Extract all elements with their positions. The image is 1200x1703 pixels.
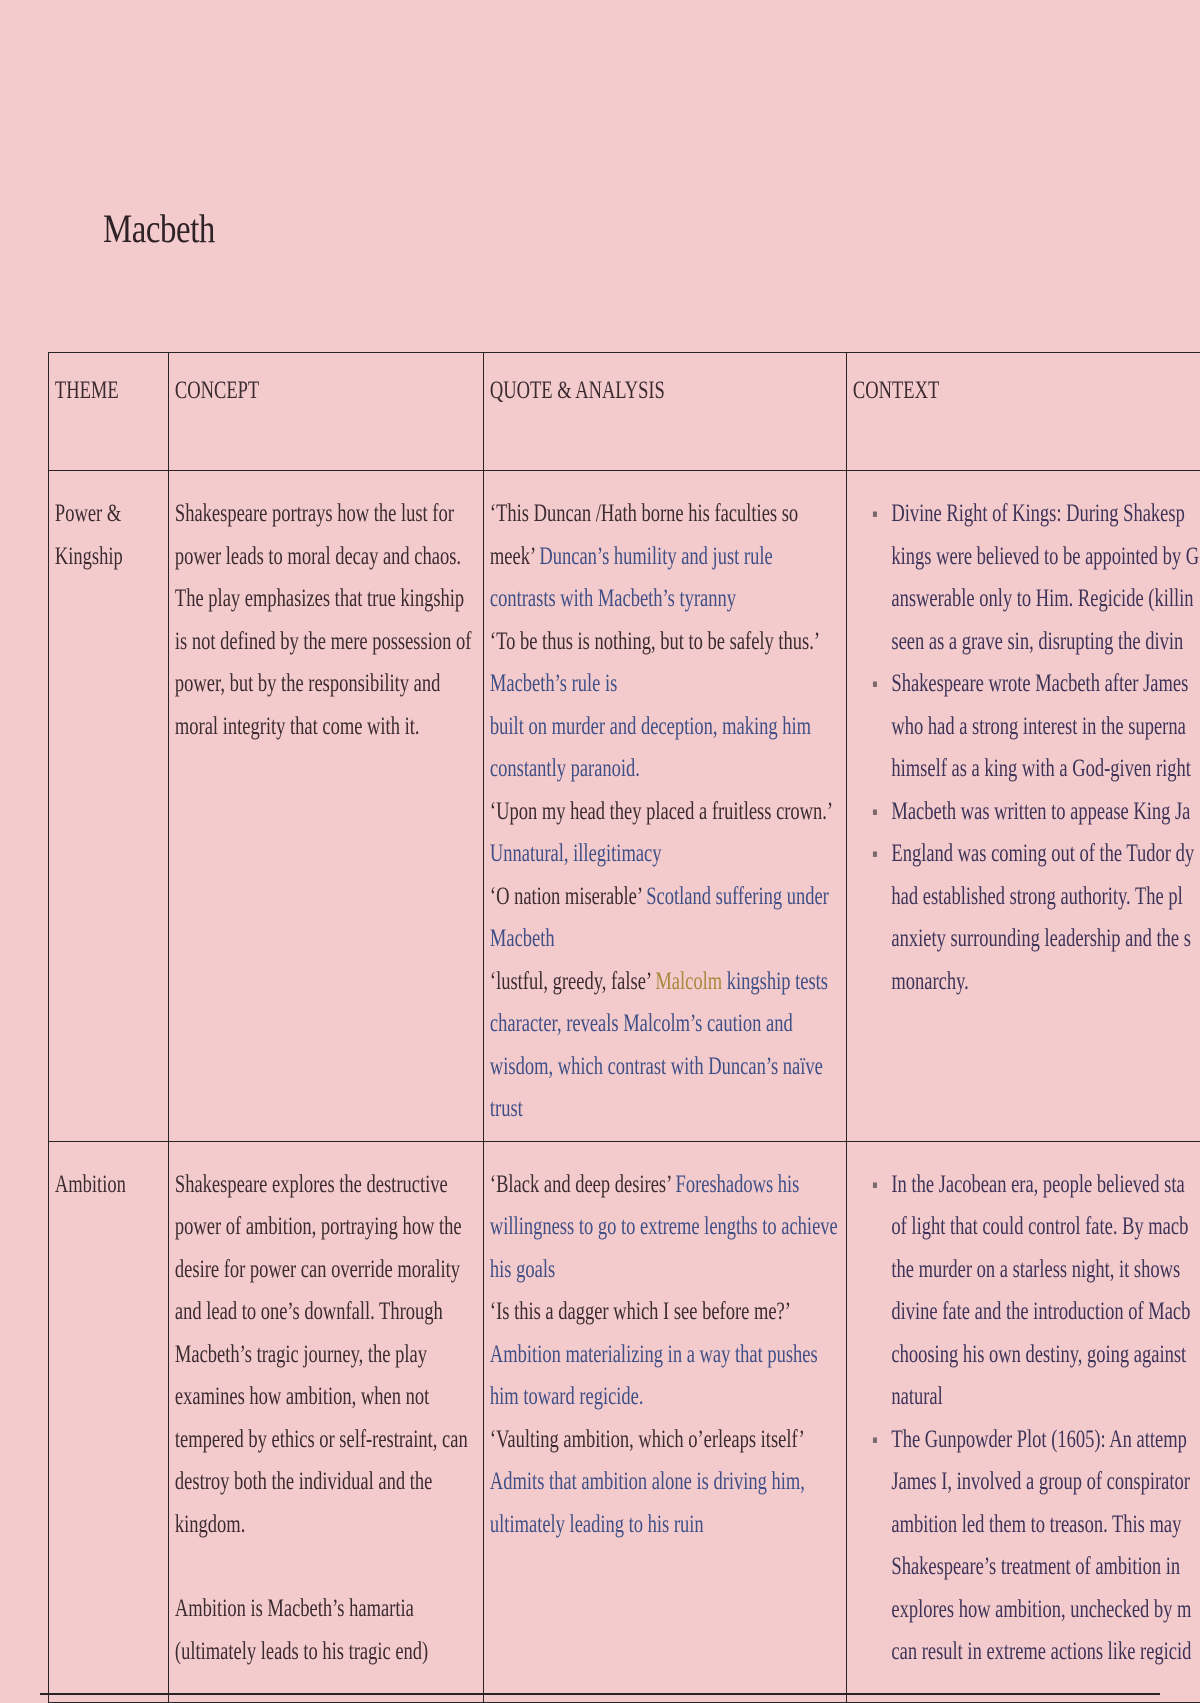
- quote-text: ‘This Duncan /Hath borne his faculties so: [490, 500, 798, 527]
- quote-text: ‘Vaulting ambition, which o’erleaps itself’: [490, 1426, 805, 1453]
- quote-line: [490, 1376, 852, 1419]
- context-line: anxiety surrounding leadership and the s: [891, 918, 1200, 961]
- context-cell: [847, 1141, 1200, 1702]
- context-line: answerable only to Him. Regicide (killin: [891, 578, 1200, 621]
- quote-line: [490, 1461, 852, 1504]
- context-line: explores how ambition, unchecked by m: [891, 1589, 1200, 1632]
- context-line: kings were believed to be appointed by G: [891, 536, 1200, 579]
- quote-cell: [484, 471, 847, 1142]
- context-line: Macbeth was written to appease King Ja: [891, 791, 1200, 834]
- theme-cell: [49, 471, 169, 1142]
- context-line: ambition led them to treason. This may: [891, 1504, 1200, 1547]
- context-line: had established strong authority. The pl: [891, 876, 1200, 919]
- text-line: moral integrity that come with it.: [175, 706, 489, 749]
- analysis-text: Macbeth: [490, 925, 555, 952]
- quote-line: [490, 663, 852, 706]
- analysis-text: constantly paranoid.: [490, 755, 640, 782]
- text-line: examines how ambition, when not: [175, 1376, 489, 1419]
- context-line: In the Jacobean era, people believed sta: [891, 1164, 1200, 1207]
- header-theme: THEME: [49, 353, 169, 471]
- quote-text: ‘Is this a dagger which I see before me?’: [490, 1298, 791, 1325]
- context-bullet-item: [853, 1164, 1200, 1419]
- quote-line: [490, 1046, 852, 1089]
- concept-cell: [169, 471, 484, 1142]
- quote-text: meek’: [490, 543, 535, 570]
- text-line: (ultimately leads to his tragic end): [175, 1631, 489, 1674]
- quote-line: [490, 791, 852, 834]
- theme-cell: [49, 1141, 169, 1702]
- context-line: Shakespeare’s treatment of ambition in: [891, 1546, 1200, 1589]
- bottom-rule: [40, 1693, 1160, 1695]
- analysis-text: Foreshadows his: [671, 1171, 799, 1198]
- analysis-text: trust: [490, 1095, 523, 1122]
- context-line: who had a strong interest in the superna: [891, 706, 1200, 749]
- analysis-text: Admits that ambition alone is driving him,: [490, 1468, 805, 1495]
- header-context: CONTEXT: [847, 353, 1200, 471]
- text-line: Ambition is Macbeth’s hamartia: [175, 1588, 489, 1631]
- quote-line: [490, 1249, 852, 1292]
- analysis-text: kingship tests: [722, 968, 828, 995]
- text-line: kingdom.: [175, 1504, 489, 1547]
- analysis-text: his goals: [490, 1256, 555, 1283]
- quote-line: [490, 621, 852, 664]
- text-line: power, but by the responsibility and: [175, 663, 489, 706]
- quote-line: [490, 1419, 852, 1462]
- quote-line: [490, 1504, 852, 1547]
- context-line: can result in extreme actions like regicid: [891, 1631, 1200, 1674]
- bullet-icon: ▪: [872, 1164, 878, 1207]
- bullet-icon: ▪: [872, 663, 878, 706]
- quote-line: [490, 918, 852, 961]
- table-header-row: [49, 353, 1200, 471]
- context-bullet-item: [853, 493, 1200, 663]
- analysis-text: wisdom, which contrast with Duncan’s naïve: [490, 1053, 823, 1080]
- page-title: Macbeth: [103, 205, 215, 252]
- text-line: and lead to one’s downfall. Through: [175, 1291, 489, 1334]
- quote-line: [490, 1291, 852, 1334]
- analysis-text: ultimately leading to his ruin: [490, 1511, 704, 1538]
- quote-text: ‘Black and deep desires’: [490, 1171, 671, 1198]
- analysis-text: Duncan’s humility and just rule: [535, 543, 773, 570]
- text-line: The play emphasizes that true kingship: [175, 578, 489, 621]
- quote-line: [490, 961, 852, 1004]
- analysis-text: contrasts with Macbeth’s tyranny: [490, 585, 736, 612]
- concept-cell: [169, 1141, 484, 1702]
- text-line: Ambition: [55, 1164, 174, 1207]
- quote-text: ‘To be thus is nothing, but to be safely thus.’: [490, 628, 820, 655]
- quote-line: [490, 1206, 852, 1249]
- quote-text: ‘Upon my head they placed a fruitless crown.’: [490, 798, 833, 825]
- context-line: natural: [891, 1376, 1200, 1419]
- context-bullet-item: [853, 663, 1200, 791]
- quote-line: [490, 706, 852, 749]
- text-line: Shakespeare portrays how the lust for: [175, 493, 489, 536]
- text-line: Shakespeare explores the destructive: [175, 1164, 489, 1207]
- analysis-text: willingness to go to extreme lengths to achieve: [490, 1213, 838, 1240]
- context-line: monarchy.: [891, 961, 1200, 1004]
- context-line: James I, involved a group of conspirator: [891, 1461, 1200, 1504]
- context-line: the murder on a starless night, it shows: [891, 1249, 1200, 1292]
- header-quote: QUOTE & ANALYSIS: [484, 353, 847, 471]
- quote-line: [490, 493, 852, 536]
- bullet-icon: ▪: [872, 791, 878, 834]
- context-line: England was coming out of the Tudor dy: [891, 833, 1200, 876]
- context-line: of light that could control fate. By macb: [891, 1206, 1200, 1249]
- quote-line: [490, 748, 852, 791]
- context-bullet-item: [853, 1419, 1200, 1674]
- context-line: seen as a grave sin, disrupting the divin: [891, 621, 1200, 664]
- context-line: Shakespeare wrote Macbeth after James: [891, 663, 1200, 706]
- bullet-icon: ▪: [872, 833, 878, 876]
- context-line: The Gunpowder Plot (1605): An attemp: [891, 1419, 1200, 1462]
- context-line: choosing his own destiny, going against: [891, 1334, 1200, 1377]
- context-line: Divine Right of Kings: During Shakesp: [891, 493, 1200, 536]
- table-row: [49, 1141, 1200, 1702]
- context-bullet-item: [853, 791, 1200, 834]
- quote-text: ‘O nation miserable’: [490, 883, 642, 910]
- analysis-text: him toward regicide.: [490, 1383, 644, 1410]
- analysis-text: Macbeth’s rule is: [490, 670, 617, 697]
- quote-line: [490, 1088, 852, 1131]
- text-line: power of ambition, portraying how the: [175, 1206, 489, 1249]
- quote-line: [490, 833, 852, 876]
- text-line: power leads to moral decay and chaos.: [175, 536, 489, 579]
- quote-text: ‘lustful, greedy, false’: [490, 968, 651, 995]
- bullet-icon: ▪: [872, 1419, 878, 1462]
- quote-line: [490, 1164, 852, 1207]
- analysis-text: Ambition materializing in a way that pushes: [490, 1341, 818, 1368]
- context-line: divine fate and the introduction of Macb: [891, 1291, 1200, 1334]
- analysis-text: Scotland suffering under: [642, 883, 829, 910]
- text-line: Macbeth’s tragic journey, the play: [175, 1334, 489, 1377]
- context-bullet-item: [853, 833, 1200, 1003]
- quote-cell: [484, 1141, 847, 1702]
- context-cell: [847, 471, 1200, 1142]
- header-concept: CONCEPT: [169, 353, 484, 471]
- quote-line: [490, 876, 852, 919]
- text-line: desire for power can override morality: [175, 1249, 489, 1292]
- text-line: tempered by ethics or self-restraint, can: [175, 1419, 489, 1462]
- text-line: is not defined by the mere possession of: [175, 621, 489, 664]
- theme-table: [48, 352, 1200, 1703]
- context-line: himself as a king with a God-given right: [891, 748, 1200, 791]
- text-line: Power &: [55, 493, 174, 536]
- bullet-icon: ▪: [872, 493, 878, 536]
- analysis-text: Unnatural, illegitimacy: [490, 840, 662, 867]
- analysis-text: character, reveals Malcolm’s caution and: [490, 1010, 793, 1037]
- text-line: Kingship: [55, 536, 174, 579]
- quote-line: [490, 1003, 852, 1046]
- table-row: [49, 471, 1200, 1142]
- analysis-text: built on murder and deception, making him: [490, 713, 811, 740]
- character-name: Malcolm: [651, 968, 722, 995]
- text-line: destroy both the individual and the: [175, 1461, 489, 1504]
- quote-line: [490, 578, 852, 621]
- quote-line: [490, 536, 852, 579]
- quote-line: [490, 1334, 852, 1377]
